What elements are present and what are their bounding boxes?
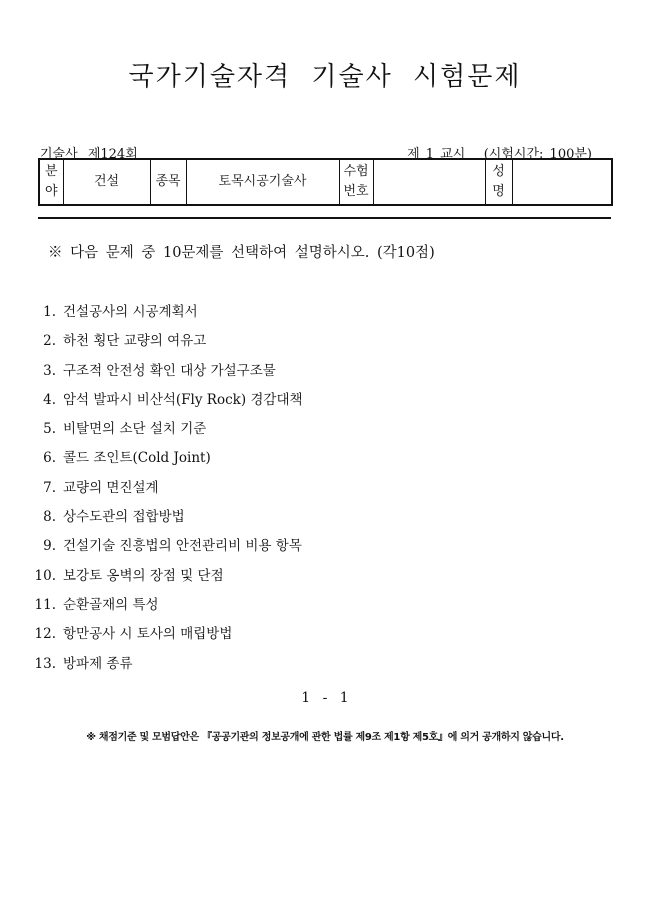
- question-text: 방파제 종류: [63, 655, 133, 672]
- question-text: 암석 발파시 비산석(Fly Rock) 경감대책: [63, 391, 303, 408]
- question-number: 6.: [43, 450, 56, 467]
- exam-round: 제124회: [87, 147, 138, 162]
- question-number: 13.: [34, 655, 56, 672]
- question-number: 4.: [43, 391, 56, 408]
- header-divider: [38, 217, 611, 219]
- question-number: 1.: [43, 304, 56, 320]
- question-number: 3.: [43, 362, 56, 379]
- question-item: [28, 534, 303, 563]
- question-item: [28, 329, 303, 358]
- question-item: [28, 476, 303, 505]
- instruction-text: ※ 다음 문제 중 10문제를 선택하여 설명하시오. (각10점): [48, 245, 435, 261]
- question-item: [28, 417, 303, 446]
- question-text: 콜드 조인트(Cold Joint): [63, 450, 211, 467]
- question-text: 건설공사의 시공계획서: [63, 304, 198, 320]
- question-item: [28, 388, 303, 417]
- question-item: [28, 564, 303, 593]
- question-text: 구조적 안전성 확인 대상 가설구조물: [63, 362, 276, 379]
- question-number: 10.: [34, 567, 56, 584]
- question-text: 항만공사 시 토사의 매립방법: [63, 626, 233, 643]
- question-text: 하천 횡단 교량의 여유고: [63, 333, 207, 350]
- question-number: 7.: [43, 479, 56, 496]
- question-text: 상수도관의 접합방법: [63, 509, 185, 526]
- exam-category: 기술사: [40, 147, 78, 162]
- question-text: 보강토 옹벽의 장점 및 단점: [63, 567, 224, 584]
- question-number: 8.: [43, 509, 56, 526]
- question-item: [28, 505, 303, 534]
- exam-time: (시험시간: 100분): [483, 147, 592, 162]
- question-list: [28, 300, 303, 681]
- field-label: 분야: [39, 159, 63, 205]
- question-item: [28, 622, 303, 651]
- page-title: 국가기술자격 기술사 시험문제: [128, 62, 522, 92]
- question-number: 5.: [43, 421, 56, 438]
- question-item: [28, 652, 303, 681]
- footer-note: ※ 채점기준 및 모범답안은 『공공기관의 정보공개에 관한 법률 제9조 제1항 제5호』에 의거 공개하지 않습니다.: [86, 732, 564, 743]
- type-label: 종목: [150, 159, 186, 205]
- question-text: 비탈면의 소단 설치 기준: [63, 421, 207, 438]
- question-number: 12.: [34, 626, 56, 643]
- question-number: 2.: [43, 333, 56, 350]
- field-value: 건설: [63, 159, 150, 205]
- question-number: 11.: [34, 596, 56, 613]
- exam-number-label: 수험번호: [339, 159, 373, 205]
- question-text: 건설기술 진흥법의 안전관리비 비용 항목: [63, 538, 302, 555]
- question-item: [28, 359, 303, 388]
- question-text: 순환골재의 특성: [63, 596, 159, 613]
- question-item: [28, 446, 303, 475]
- question-text: 교량의 면진설계: [63, 479, 159, 496]
- question-item: [28, 300, 303, 329]
- exam-session: 제 1 교시: [407, 147, 466, 162]
- name-value[interactable]: [512, 159, 612, 205]
- question-item: [28, 593, 303, 622]
- type-value: 토목시공기술사: [186, 159, 339, 205]
- info-table: [38, 158, 613, 206]
- question-number: 9.: [43, 538, 56, 555]
- page-number: 1 - 1: [301, 690, 349, 706]
- name-label: 성명: [485, 159, 512, 205]
- exam-number-value[interactable]: [373, 159, 485, 205]
